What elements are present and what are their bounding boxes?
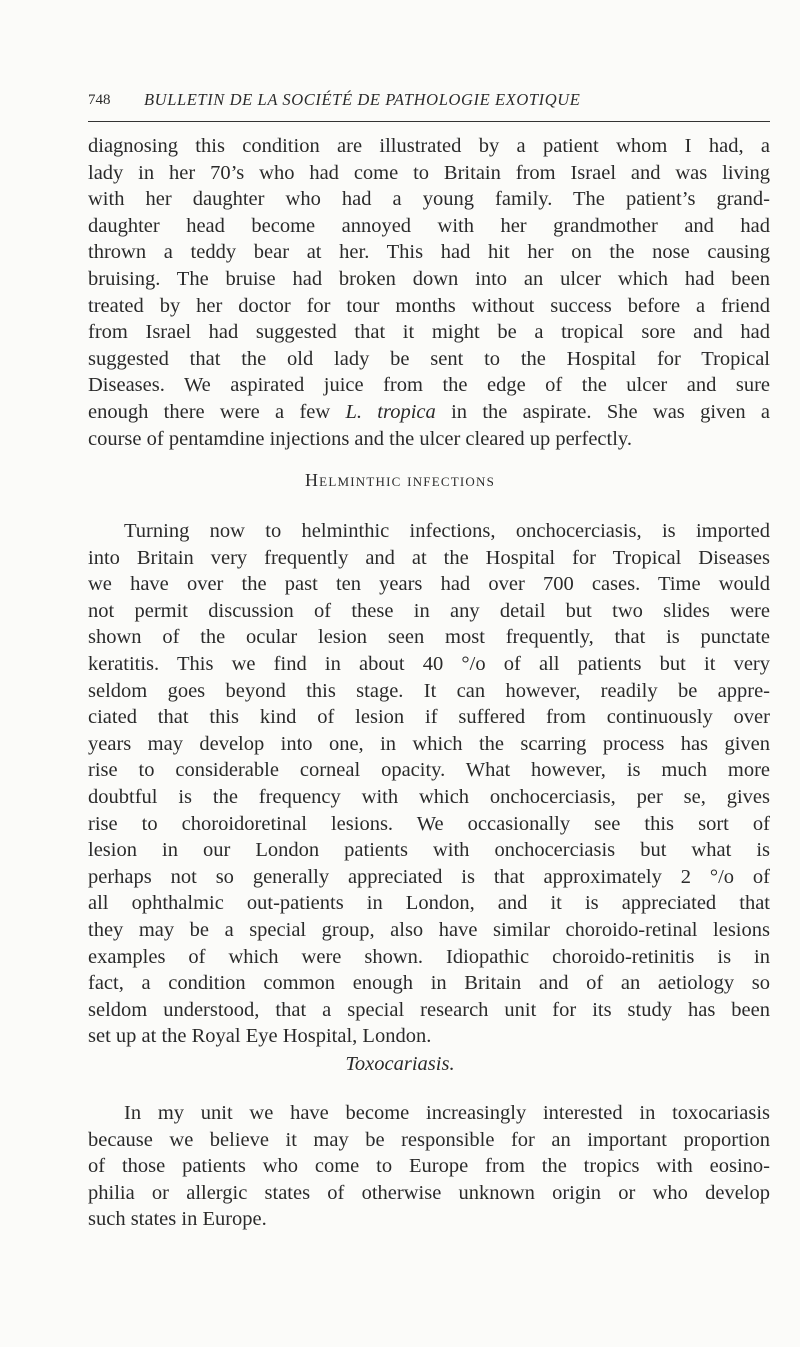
species-name: L. tropica (345, 400, 436, 423)
text-line: thrown a teddy bear at her. This had hit her on the nose causing (88, 241, 770, 264)
text-line: course of pentamdine injections and the ulcer cleared up perfectly. (88, 427, 632, 450)
text-line: all ophthalmic out-patients in London, and it is appreciated that (88, 892, 770, 915)
text-line: seldom goes beyond this stage. It can however, readily be appre- (88, 679, 770, 702)
text-line: In my unit we have become increasingly interested in toxocariasis (124, 1102, 770, 1124)
text-line: philia or allergic states of otherwise unknown origin or who develop (88, 1181, 770, 1204)
text-line: perhaps not so generally appreciated is that approximately 2 °/o of (88, 865, 770, 888)
text-line: not permit discussion of these in any detail but two slides were (88, 599, 770, 622)
paragraph-toxocariasis (88, 1100, 770, 1233)
text-line: into Britain very frequently and at the Hospital for Tropical Diseases (88, 546, 770, 569)
text-line: rise to considerable corneal opacity. What however, is much more (88, 759, 770, 782)
running-title: BULLETIN DE LA SOCIÉTÉ DE PATHOLOGIE EXOTIQUE (144, 90, 581, 109)
text-line: such states in Europe. (88, 1208, 267, 1231)
text-line: doubtful is the frequency with which onchocerciasis, per se, gives (88, 785, 770, 808)
text-line: they may be a special group, also have similar choroido-retinal lesions (88, 918, 770, 941)
text-line: seldom understood, that a special research unit for its study has been (88, 998, 770, 1021)
text-line: we have over the past ten years had over 700 cases. Time would (88, 573, 770, 596)
text-line: of those patients who come to Europe from the tropics with eosino- (88, 1155, 770, 1178)
text-line: fact, a condition common enough in Britain and of an aetiology so (88, 972, 770, 995)
paragraph-tropical-sore (88, 133, 770, 452)
text-line: examples of which were shown. Idiopathic choroido-retinitis is in (88, 945, 770, 968)
section-heading-toxocariasis: Toxocariasis. (345, 1053, 455, 1075)
text-line: Turning now to helminthic infections, onchocerciasis, is imported (124, 520, 770, 542)
text-line: enough there were a few L. tropica in the aspirate. She was given a (88, 400, 771, 423)
header-rule (88, 121, 770, 122)
text-line: set up at the Royal Eye Hospital, London. (88, 1025, 432, 1048)
page-number: 748 (88, 92, 111, 108)
text-line: with her daughter who had a young family. The patient’s grand- (88, 188, 770, 211)
text-line: diagnosing this condition are illustrated by a patient whom I had, a (88, 135, 770, 157)
text-line: because we believe it may be responsible for an important proportion (88, 1128, 770, 1151)
text-line: rise to choroidoretinal lesions. We occasionally see this sort of (88, 812, 770, 835)
text-line: lesion in our London patients with onchocerciasis but what is (88, 839, 770, 862)
text-line: lady in her 70’s who had come to Britain from Israel and was living (88, 161, 770, 184)
text-line: bruising. The bruise had broken down into an ulcer which had been (88, 267, 770, 290)
text-line: shown of the ocular lesion seen most frequently, that is punctate (88, 626, 770, 649)
paragraph-onchocerciasis (88, 518, 770, 1050)
text-line: suggested that the old lady be sent to the Hospital for Tropical (88, 347, 770, 370)
text-line: years may develop into one, in which the scarring process has given (88, 732, 770, 755)
text-line: ciated that this kind of lesion if suffered from continuously over (88, 706, 770, 729)
text-line: from Israel had suggested that it might be a tropical sore and had (88, 321, 770, 344)
text-line: Diseases. We aspirated juice from the edge of the ulcer and sure (88, 374, 770, 397)
section-heading-helminthic: Helminthic infections (304, 470, 496, 490)
text-line: keratitis. This we find in about 40 °/o of all patients but it very (88, 652, 770, 675)
running-header (88, 90, 770, 114)
text-line: daughter head become annoyed with her grandmother and had (88, 214, 770, 237)
text-line: treated by her doctor for tour months without success before a friend (88, 294, 770, 317)
